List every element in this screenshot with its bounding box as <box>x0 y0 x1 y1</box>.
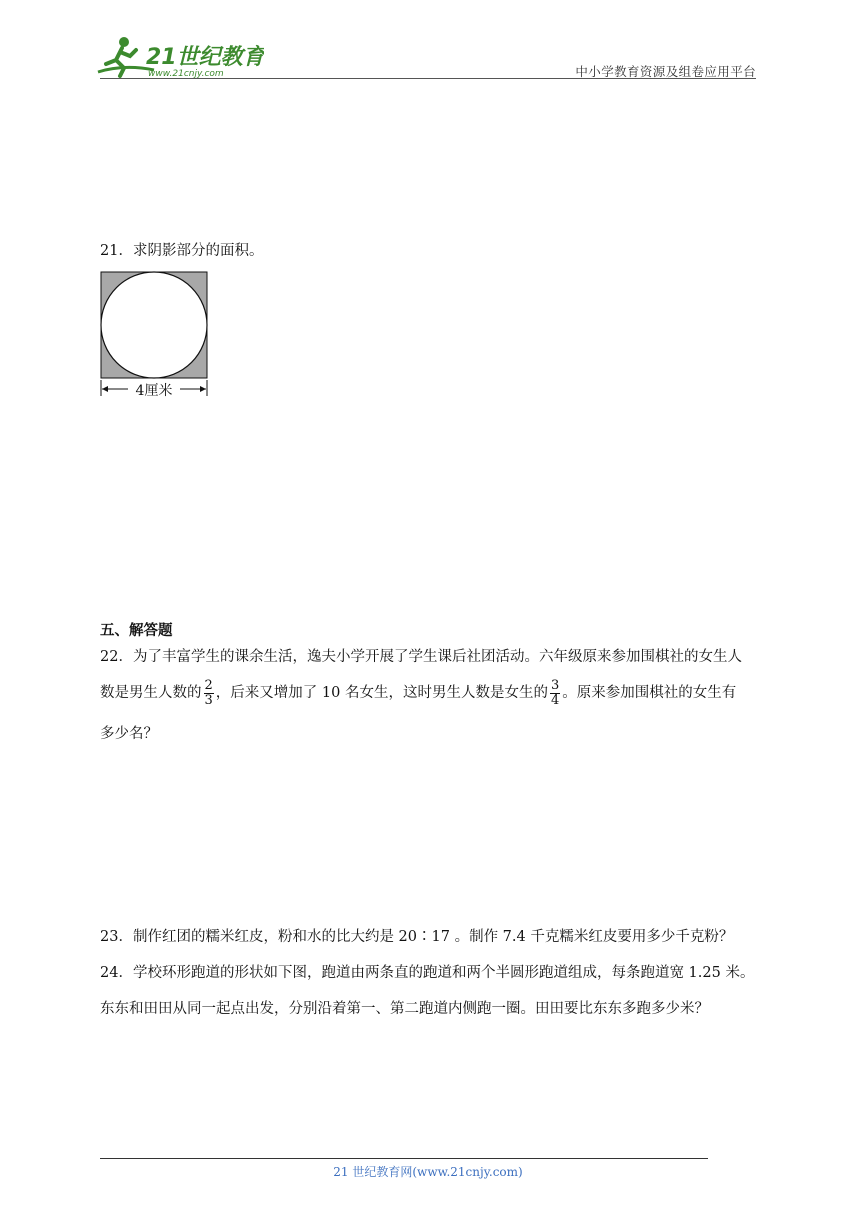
footer-text: 21 世纪教育网(www.21cnjy.com) <box>333 1165 523 1179</box>
question-22-text-c: 。原来参加围棋社的女生有 <box>562 685 737 701</box>
header-platform-text: 中小学教育资源及组卷应用平台 <box>575 64 756 79</box>
arrow-right-icon <box>200 386 206 392</box>
site-logo <box>94 34 264 80</box>
question-22-text-a: 数是男生人数的 <box>100 685 202 701</box>
question-22-line-2 <box>100 676 736 710</box>
question-23-text: 23．制作红团的糯米红皮，粉和水的比大约是 20∶17 。制作 7.4 千克糯米红皮要用多少千克粉？ <box>100 929 734 945</box>
question-24-line-1: 24．学校环形跑道的形状如下图，跑道由两条直的跑道和两个半圆形跑道组成，每条跑道宽 1.25 米。 <box>100 965 755 981</box>
arrow-left-icon <box>102 386 108 392</box>
section-title: 五、解答题 <box>100 623 173 639</box>
question-24-line-2: 东东和田田从同一起点出发，分别沿着第一、第二跑道内侧跑一圈。田田要比东东多跑多少米？ <box>100 1001 709 1017</box>
fraction-two-thirds: $\frac{2}{3}$ <box>204 677 213 708</box>
logo-url-text: www.21cnjy.com <box>148 69 224 79</box>
header-divider <box>100 78 756 79</box>
inner-circle <box>101 272 207 378</box>
footer-divider <box>100 1158 708 1159</box>
logo-text: 21世纪教育 <box>146 45 264 70</box>
question-22-text-b: ，后来又增加了 10 名女生，这时男生人数是女生的 <box>215 685 548 701</box>
fraction-three-quarters: $\frac{3}{4}$ <box>550 677 560 708</box>
figure-width-label: 4厘米 <box>135 383 173 399</box>
question-21-figure <box>98 268 212 400</box>
question-22-line-1: 22．为了丰富学生的课余生活，逸夫小学开展了学生课后社团活动。六年级原来参加围棋社的女生人 <box>100 649 742 665</box>
question-21-text: 21．求阴影部分的面积。 <box>100 243 264 259</box>
runner-logo-icon <box>94 34 264 80</box>
question-22-line-3: 多少名？ <box>100 726 158 742</box>
